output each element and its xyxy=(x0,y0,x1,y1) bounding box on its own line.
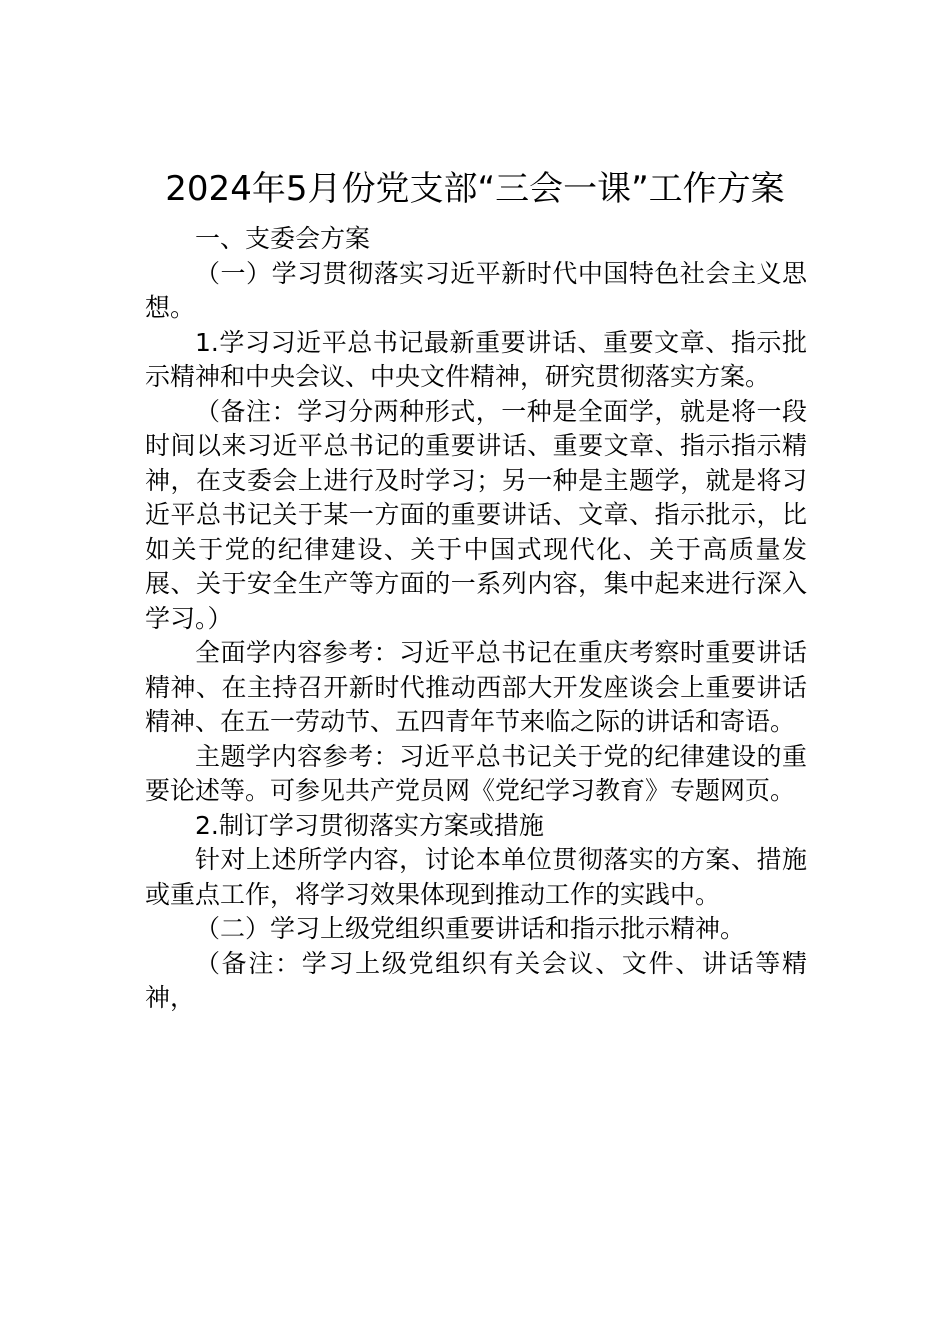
list-item: 1.学习习近平总书记最新重要讲话、重要文章、指示批示精神和中央会议、中央文件精神，研究贯彻落实方案。 xyxy=(145,327,807,391)
body-paragraph: 全面学内容参考：习近平总书记在重庆考察时重要讲话精神、在主持召开新时代推动西部大开发座谈会上重要讲话精神、在五一劳动节、五四青年节来临之际的讲话和寄语。 xyxy=(145,638,807,736)
document-title: 2024年5月份党支部“三会一课”工作方案 xyxy=(165,169,785,209)
subsection-heading: （二）学习上级党组织重要讲话和指示批示精神。 xyxy=(195,914,746,943)
list-item: 2.制订学习贯彻落实方案或措施 xyxy=(195,810,544,840)
note-paragraph: （备注：学习分两种形式，一种是全面学，就是将一段时间以来习近平总书记的重要讲话、重要文章、指示指示精神，在支委会上进行及时学习；另一种是主题学，就是将习近平总书记关于某一方面的重要讲话、文章、指示批示，比如关于党的纪律建设、关于中国式现代化、关于高质量发展、关于安全生产等方面的一系列内容，集中起来进行深入学习。） xyxy=(145,396,807,633)
subsection-heading: （一）学习贯彻落实习近平新时代中国特色社会主义思想。 xyxy=(145,258,807,322)
document-body xyxy=(145,222,807,1016)
body-paragraph: 主题学内容参考：习近平总书记关于党的纪律建设的重要论述等。可参见共产党员网《党纪学习教育》专题网页。 xyxy=(145,741,807,805)
section-heading: 一、支委会方案 xyxy=(195,224,371,253)
body-paragraph: 针对上述所学内容，讨论本单位贯彻落实的方案、措施或重点工作，将学习效果体现到推动工作的实践中。 xyxy=(145,845,807,909)
note-paragraph: （备注：学习上级党组织有关会议、文件、讲话等精神， xyxy=(145,948,807,1012)
